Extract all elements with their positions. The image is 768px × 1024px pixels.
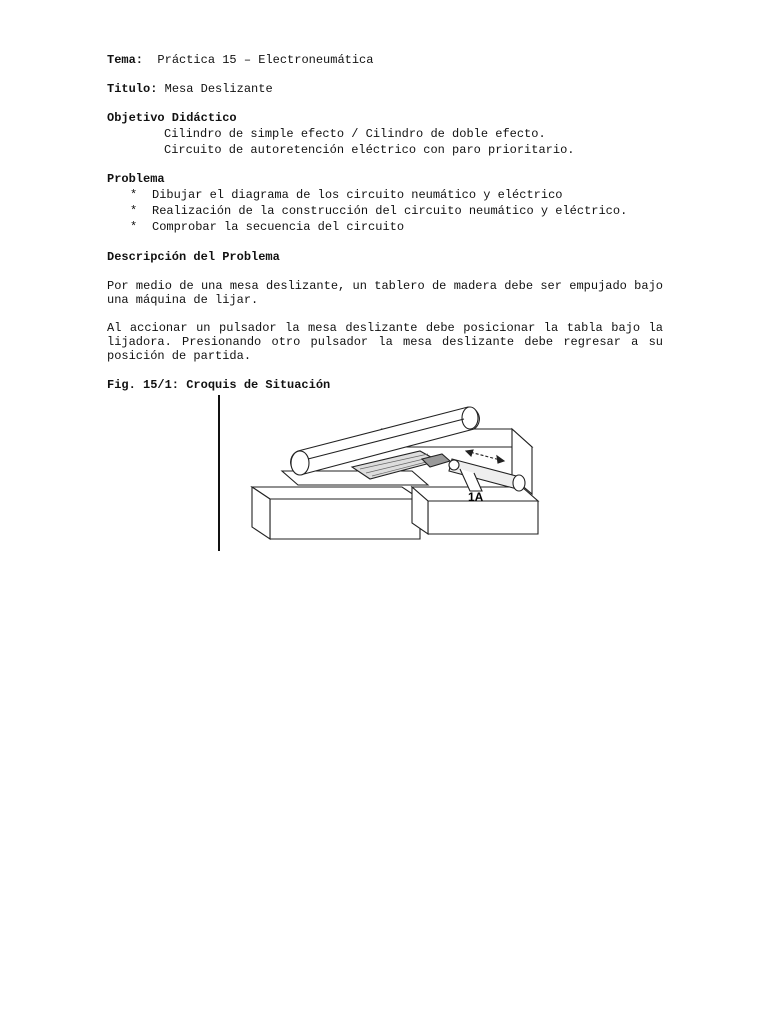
problema-heading: Problema xyxy=(107,172,165,186)
cylinder-label: 1A xyxy=(468,490,484,504)
problema-item-text: Realización de la construcción del circuito neumático y eléctrico. xyxy=(152,204,628,218)
descripcion-paragraph: Al accionar un pulsador la mesa deslizante debe posicionar la tabla bajo la lijadora. Presionando otro pulsador la mesa deslizante debe regresar a su posición de partida. xyxy=(107,321,663,363)
descripcion-heading: Descripción del Problema xyxy=(107,250,280,264)
objetivo-heading: Objetivo Didáctico xyxy=(107,111,237,125)
objetivo-item: Cilindro de simple efecto / Cilindro de doble efecto. xyxy=(164,127,546,141)
cylinder-end xyxy=(513,475,525,491)
objetivo-item: Circuito de autoretención eléctrico con paro prioritario. xyxy=(164,143,575,157)
bullet-marker: * xyxy=(130,188,138,202)
tema-row xyxy=(107,52,663,68)
problema-item-text: Dibujar el diagrama de los circuito neumático y eléctrico xyxy=(152,188,563,202)
figure-area xyxy=(107,393,663,563)
problema-item-text: Comprobar la secuencia del circuito xyxy=(152,220,405,234)
base-front xyxy=(270,499,420,539)
figure-caption: Fig. 15/1: Croquis de Situación xyxy=(107,378,331,392)
tema-label: Tema: xyxy=(107,53,144,67)
base-top xyxy=(252,487,420,499)
bullet-marker: * xyxy=(130,220,138,234)
belt-roller-left xyxy=(291,451,309,475)
document-page xyxy=(107,52,663,563)
titulo-row xyxy=(107,81,663,97)
figure-vertical-rule xyxy=(218,395,220,551)
titulo-label: Titulo: xyxy=(107,82,158,96)
step-front xyxy=(428,501,538,534)
problema-item xyxy=(107,219,663,235)
bullet-marker: * xyxy=(130,204,138,218)
problema-item xyxy=(107,187,663,203)
titulo-value: Mesa Deslizante xyxy=(164,82,273,96)
problema-item xyxy=(107,203,663,219)
descripcion-paragraph: Por medio de una mesa deslizante, un tablero de madera debe ser empujado bajo una máquina de lijar. xyxy=(107,279,663,307)
belt-roller-right xyxy=(462,407,478,429)
cylinder-body xyxy=(449,459,520,489)
sliding-table-sketch xyxy=(242,399,542,549)
tema-value: Práctica 15 – Electroneumática xyxy=(157,53,374,67)
